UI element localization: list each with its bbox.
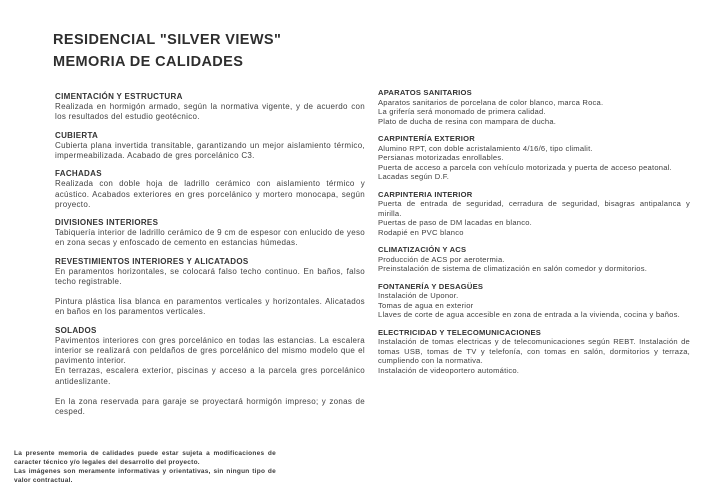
document-section — [378, 88, 690, 126]
paragraph-group — [378, 291, 690, 320]
body-text: Instalación de videoportero automático. — [378, 365, 520, 375]
paragraph-group — [55, 102, 365, 122]
document-section — [55, 169, 365, 210]
body-text: Instalación de Uponor. — [378, 291, 459, 300]
body-text: Persianas motorizadas enrollables. — [378, 153, 504, 162]
body-text: Llaves de corte de agua accesible en zona de entrada a la vivienda, cocina y baños. — [378, 310, 680, 319]
body-text: Tomas de agua en exterior — [378, 300, 474, 310]
body-text: Puerta de acceso a parcela con vehículo motorizada y puerta de acceso peatonal. — [378, 162, 672, 172]
body-text: Lacadas según D.F. — [378, 172, 450, 181]
page-title — [53, 30, 281, 73]
left-column — [55, 88, 365, 425]
disclaimer-line: Las imágenes son meramente informativas y orientativas, sin ningun tipo de valor contractual. — [14, 468, 276, 484]
right-column — [378, 88, 690, 383]
paragraph-group — [55, 141, 365, 161]
paragraph-group — [55, 179, 365, 210]
document-section — [378, 190, 690, 238]
body-text: Realizada con doble hoja de ladrillo cerámico con aislamiento térmico y acústico. Acabados exteriores en gres porcelánico y mortero monocapa, según proyecto. — [55, 179, 365, 209]
section-heading: ELECTRICIDAD Y TELECOMUNICACIONES — [378, 327, 542, 337]
body-text: Cubierta plana invertida transitable, garantizando un mejor aislamiento térmico, impermeabilizada. Acabado de gres porcelánico C3. — [55, 140, 365, 161]
title-line-2: MEMORIA DE CALIDADES — [53, 53, 244, 70]
paragraph-group — [378, 255, 690, 274]
body-text: Puerta de entrada de seguridad, cerradura de seguridad, bisagras antipalanca y mirilla. — [378, 199, 690, 218]
section-heading: CIMENTACIÓN Y ESTRUCTURA — [55, 92, 183, 101]
section-heading: CARPINTERÍA EXTERIOR — [378, 134, 475, 143]
section-heading: REVESTIMIENTOS INTERIORES Y ALICATADOS — [55, 256, 249, 266]
paragraph-group — [378, 337, 690, 375]
section-heading: FACHADAS — [55, 169, 102, 179]
title-line-1: RESIDENCIAL "SILVER VIEWS" — [53, 32, 282, 48]
body-text: Tabiquería interior de ladrillo cerámico de 9 cm de espesor con enlucido de yeso en zona secas y enfoscado de cemento en estancias húmedas. — [55, 228, 365, 248]
section-heading: CUBIERTA — [55, 130, 99, 140]
body-text: Plato de ducha de resina con mampara de ducha. — [378, 116, 557, 126]
legal-disclaimer — [14, 449, 276, 485]
body-text: Instalación de tomas electricas y de telecomunicaciones según REBT. Instalación de tomas USB, tomas de TV y telefonía, con tomas en salón, dormitorios y terraza, cumpliendo con la normativa. — [378, 337, 690, 365]
section-heading: DIVISIONES INTERIORES — [55, 218, 159, 228]
document-body — [55, 88, 690, 425]
document-section — [55, 257, 365, 318]
disclaimer-line: La presente memoria de calidades puede estar sujeta a modificaciones de caracter técnico y/o legales del desarrollo del proyecto. — [14, 450, 276, 466]
document-section — [378, 328, 690, 376]
section-heading: SOLADOS — [55, 325, 97, 335]
document-section — [55, 131, 365, 162]
body-text: En la zona reservada para garaje se proyectará hormigón impreso; y zonas de cesped. — [55, 396, 365, 417]
paragraph-group — [55, 267, 365, 287]
body-text: Rodapié en PVC blanco — [378, 227, 464, 237]
paragraph-group — [378, 144, 690, 182]
paragraph-group — [55, 336, 365, 387]
document-section — [55, 326, 365, 418]
section-heading: FONTANERÍA Y DESAGÜES — [378, 281, 484, 291]
body-text: Preinstalación de sistema de climatización en salón comedor y dormitorios. — [378, 264, 648, 273]
body-text: Aparatos sanitarios de porcelana de color blanco, marca Roca. — [378, 97, 604, 107]
document-section — [378, 134, 690, 182]
document-section — [55, 92, 365, 123]
body-text: Producción de ACS por aerotermia. — [378, 254, 505, 264]
section-heading: APARATOS SANITARIOS — [378, 88, 472, 97]
section-heading: CARPINTERIA INTERIOR — [378, 189, 473, 199]
body-text: La grifería será monomado de primera calidad. — [378, 107, 546, 116]
paragraph-group — [55, 228, 365, 248]
body-text: En paramentos horizontales, se colocará falso techo continuo. En baños, falso techo registrable. — [55, 266, 365, 287]
document-section — [55, 218, 365, 249]
paragraph-group — [378, 199, 690, 237]
body-text: En terrazas, escalera exterior, piscinas y acceso a la parcela gres porcelánico antideslizante. — [55, 366, 365, 386]
body-text: Puertas de paso de DM lacadas en blanco. — [378, 218, 533, 227]
section-heading: CLIMATIZACIÓN Y ACS — [378, 245, 467, 254]
paragraph-group — [55, 297, 365, 317]
body-text: Alumino RPT, con doble acristalamiento 4/16/6, tipo climalit. — [378, 143, 593, 153]
paragraph-group — [378, 98, 690, 127]
body-text: Pintura plástica lisa blanca en paramentos verticales y horizontales. Alicatados en baños en los paramentos verticales. — [55, 297, 365, 317]
body-text: Pavimentos interiores con gres porcelánico en todas las estancias. La escalera interior se realizará con peldaños de gres porcelánico del mismo modelo que el pavimento interior. — [55, 335, 365, 366]
document-section — [378, 282, 690, 320]
body-text: Realizada en hormigón armado, según la normativa vigente, y de acuerdo con los resultados del estudio geotécnico. — [55, 102, 365, 122]
document-section — [378, 245, 690, 274]
paragraph-group — [55, 397, 365, 417]
